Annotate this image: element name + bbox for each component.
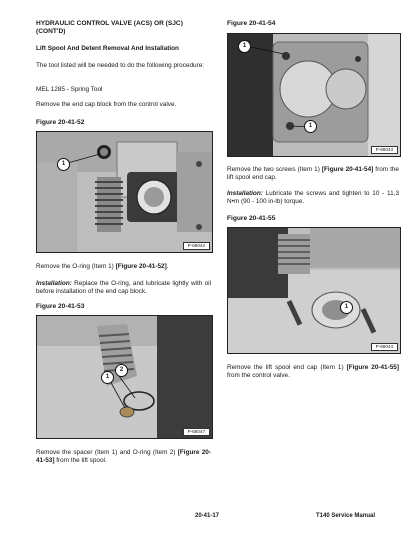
figure-53-title: Figure 20-41-53 — [36, 303, 85, 310]
figure-54-title: Figure 20-41-54 — [227, 20, 276, 27]
spacer-text-end: from the lift spool. — [54, 457, 107, 465]
figure-53-photo — [36, 315, 213, 439]
oring-figure-ref: [Figure 20-41-52] — [115, 263, 167, 270]
screws-install-paragraph — [227, 190, 399, 206]
figure-52-photo — [36, 131, 213, 253]
figure-52-callout: 1 — [57, 158, 70, 171]
figure-54-callout-lower: 1 — [304, 120, 317, 133]
installation-label: Installation: — [36, 280, 72, 287]
manual-title: T140 Service Manual — [316, 513, 376, 519]
oring-paragraph — [36, 263, 211, 271]
remove-block-paragraph: Remove the end cap block from the control valve. — [36, 101, 177, 108]
spool-photo-illustration — [37, 316, 212, 438]
endcap-photo-illustration — [228, 34, 400, 156]
endcap-paragraph — [227, 364, 399, 380]
endcap-text-end: from the control valve. — [227, 372, 290, 380]
oring-install-text: Replace the O-ring, and lubricate lightly with oil before installation of the end cap block. — [36, 280, 211, 296]
screws-paragraph — [227, 166, 399, 182]
endcap-figure-ref: [Figure 20-41-55] — [346, 364, 399, 371]
figure-55-title: Figure 20-41-55 — [227, 215, 276, 222]
spacer-text: Remove the spacer (Item 1) and O-ring (Item 2) — [36, 449, 178, 456]
lift-spool-photo-illustration — [228, 228, 400, 353]
figure-55-photo — [227, 227, 401, 354]
section-title-line1: HYDRAULIC CONTROL VALVE (ACS) OR (SJC) — [36, 20, 183, 27]
screws-text: Remove the two screws (Item 1) — [227, 166, 322, 173]
figure-54-photo — [227, 33, 401, 157]
section-title — [36, 20, 206, 36]
oring-text: Remove the O-ring (Item 1) — [36, 263, 116, 270]
screws-figure-ref: [Figure 20-41-54] — [321, 166, 374, 173]
screws-install-text: Lubricate the screws and tighten to 10 - 11,3 N•m (90 - 100 in-lb) torque. — [227, 190, 399, 206]
subheading: Lift Spool And Detent Removal And Installation — [36, 45, 179, 52]
oring-install-paragraph — [36, 280, 211, 296]
valve-photo-illustration — [37, 132, 212, 252]
spacer-paragraph — [36, 449, 211, 465]
figure-52-photo-number: P-68042 — [183, 242, 210, 250]
figure-54-callout-upper: 1 — [238, 40, 251, 53]
figure-53-photo-number: P-68047 — [183, 428, 210, 436]
spacer-figure-ref: [Figure 20-41-53] — [36, 449, 211, 465]
oring-text-end: . — [166, 263, 169, 270]
installation-label-right: Installation: — [227, 190, 263, 197]
tool-paragraph: The tool listed will be needed to do the following procedure: — [36, 62, 205, 69]
figure-53-callout-2: 2 — [115, 364, 128, 377]
figure-52-title: Figure 20-41-52 — [36, 119, 85, 126]
figure-55-callout: 1 — [340, 301, 353, 314]
screws-text-end: from the lift spool end cap. — [227, 166, 399, 182]
figure-54-photo-number: P-68043 — [371, 146, 398, 154]
tool-name: MEL 1285 - Spring Tool — [36, 86, 103, 93]
section-title-line2: (CONT'D) — [36, 28, 66, 35]
endcap-text: Remove the lift spool end cap (Item 1) — [227, 364, 347, 371]
figure-55-photo-number: P-68044 — [371, 343, 398, 351]
figure-53-callout-1: 1 — [101, 371, 114, 384]
page-number: 20-41-17 — [195, 513, 220, 519]
